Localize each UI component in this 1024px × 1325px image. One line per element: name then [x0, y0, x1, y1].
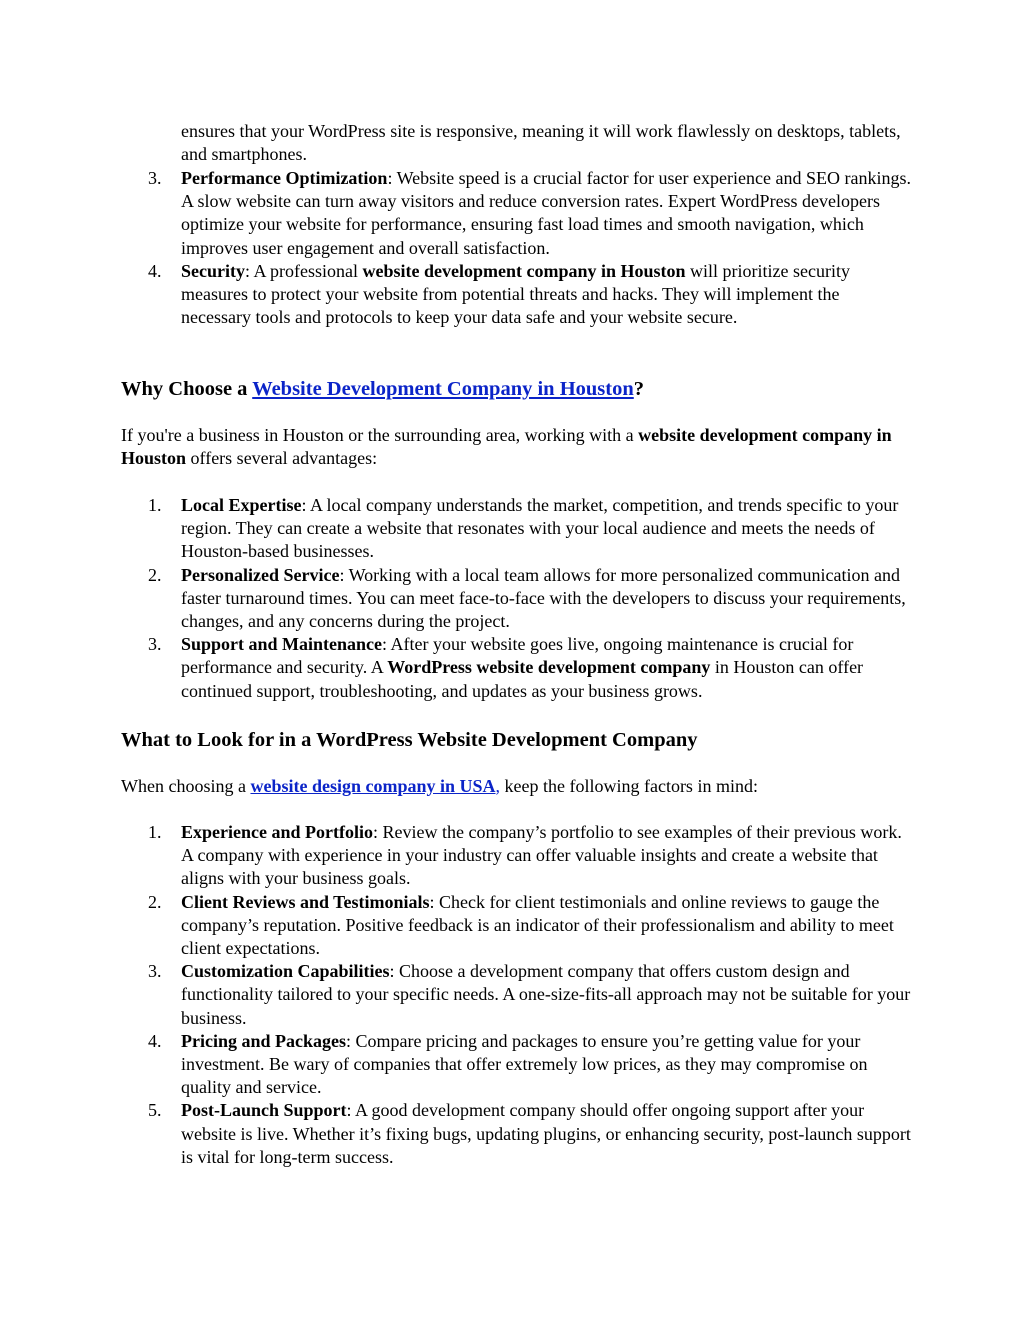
heading-link-houston[interactable]: Website Development Company in Houston: [252, 378, 634, 400]
item-text: : Review the company’s portfolio to see examples of their previous work. A company with experience in your industry can offer valuable insights and create a website that aligns with your business goals.: [181, 822, 902, 889]
list-number: 1.: [148, 822, 162, 842]
item-text: : After your website goes live, ongoing maintenance is crucial for performance and security. A: [181, 634, 854, 678]
item-text-tail: will prioritize security measures to protect your website from potential threats and hacks. They will implement the necessary tools and protocols to keep your data safe and your website secure.: [181, 260, 850, 328]
item-title: Experience and Portfolio: [181, 822, 373, 842]
section-heading-why-choose: Why Choose a Website Development Company in Houston?: [121, 378, 645, 400]
item-text: : A good development company should offer ongoing support after your website is live. Whether it’s fixing bugs, updating plugins, or enhancing security, post-launch support is vital for long-term success.: [181, 1100, 911, 1167]
list-number: 3.: [148, 961, 162, 982]
item-title: Post-Launch Support: [181, 1100, 347, 1121]
list-item-personalized-service: [0, 564, 911, 634]
list-item-support-maintenance: [0, 633, 911, 703]
intro-fragment: ensures that your WordPress site is responsive, meaning it will work flawlessly on desktops, tablets, and smartphones.: [181, 121, 901, 165]
list-factors: [0, 821, 1024, 1169]
list-number: 2.: [148, 891, 162, 912]
list-features-continued: [0, 167, 1024, 329]
list-item-security: [0, 260, 911, 330]
item-text-tail: in Houston can offer continued support, troubleshooting, and updates as your business grows.: [181, 657, 864, 701]
item-title: Local Expertise: [181, 495, 302, 515]
item-text: : Working with a local team allows for more personalized communication and faster turnaround times. You can meet face-to-face with the developers to discuss your requirements, changes, and any concerns during the project.: [181, 564, 906, 632]
list-number: 2.: [148, 564, 162, 585]
list-number: 1.: [148, 495, 162, 515]
item-title: Performance Optimization: [181, 168, 388, 188]
item-bold-phrase: WordPress website development company: [387, 657, 711, 678]
link-website-design-usa[interactable]: website design company in USA,: [250, 776, 500, 796]
list-number: 4.: [148, 260, 162, 281]
section1-intro-paragraph: If you're a business in Houston or the surrounding area, working with a website development company in Houston offers several advantages:: [121, 425, 892, 469]
list-item-customization: [0, 960, 911, 1030]
item-text: : A local company understands the market, competition, and trends specific to your region. They can create a website that resonates with your local audience and meets the needs of Houston-based businesses.: [181, 495, 899, 562]
item-title: Customization Capabilities: [181, 961, 390, 982]
list-item-performance: [0, 167, 911, 260]
item-bold-phrase: website development company in Houston: [362, 260, 686, 281]
item-title: Support and Maintenance: [181, 634, 383, 655]
para-bold-phrase: website development company in Houston: [121, 425, 892, 469]
item-title: Personalized Service: [181, 564, 340, 585]
list-item-post-launch: [0, 1099, 911, 1169]
item-title: Security: [181, 260, 245, 281]
list-item-local-expertise: [0, 494, 911, 564]
item-text: : Website speed is a crucial factor for user experience and SEO rankings. A slow website can turn away visitors and reduce conversion rates. Expert WordPress developers optimize your website for performance, ensuring fast load times and smooth navigation, which improves user engagement and overall satisfaction.: [181, 168, 911, 258]
list-number: 5.: [148, 1100, 162, 1121]
item-title: Client Reviews and Testimonials: [181, 891, 430, 912]
item-text: : Compare pricing and packages to ensure you’re getting value for your investment. Be wary of companies that offer extremely low prices, as they may compromise on quality and service.: [181, 1030, 868, 1098]
item-text: : Choose a development company that offers custom design and functionality tailored to your specific needs. A one-size-fits-all approach may not be suitable for your business.: [181, 961, 911, 1028]
list-item-client-reviews: [0, 891, 911, 961]
section2-intro-paragraph: When choosing a website design company in USA, keep the following factors in mind:: [121, 776, 758, 796]
list-number: 3.: [148, 168, 162, 188]
item-title: Pricing and Packages: [181, 1030, 346, 1051]
list-number: 3.: [148, 634, 162, 655]
list-number: 4.: [148, 1030, 162, 1051]
section-heading-what-to-look-for: What to Look for in a WordPress Website Development Company: [121, 729, 698, 751]
list-item-pricing: [0, 1030, 911, 1100]
item-text: : Check for client testimonials and online reviews to gauge the company’s reputation. Positive feedback is an indicator of their professionalism and ability to meet client expectations.: [181, 891, 894, 959]
list-advantages: [0, 494, 1024, 703]
item-text: : A professional: [244, 260, 363, 281]
list-item-experience-portfolio: [0, 821, 911, 891]
